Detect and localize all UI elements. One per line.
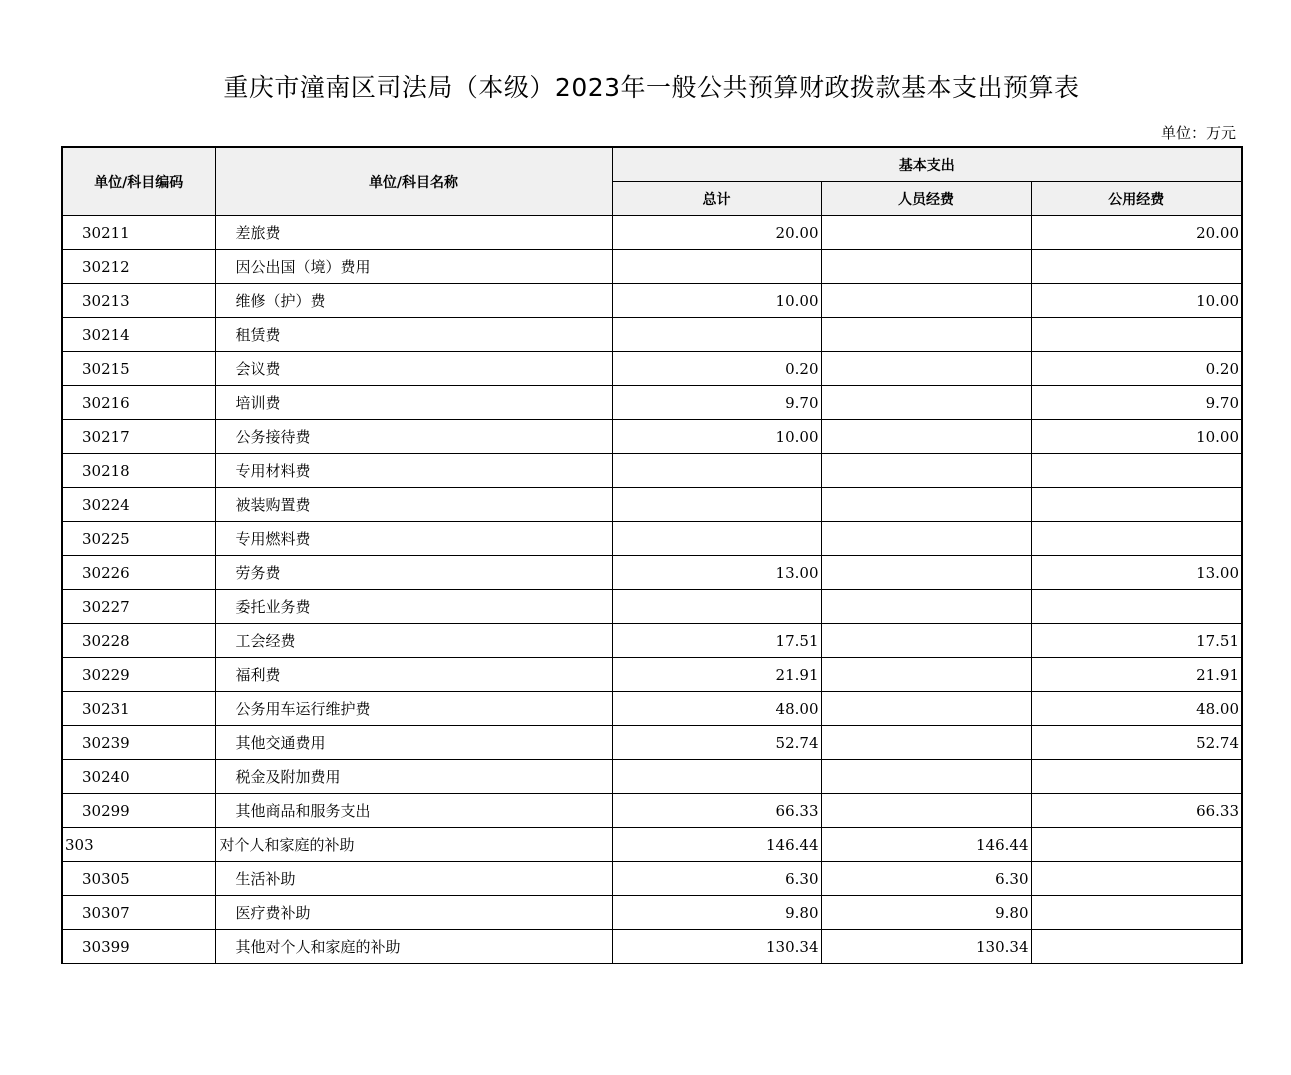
public-cell: 48.00: [1031, 692, 1242, 726]
total-cell: 10.00: [612, 284, 821, 318]
table-row: [62, 624, 1242, 658]
code-cell: 30214: [62, 318, 215, 352]
public-cell: 21.91: [1031, 658, 1242, 692]
public-cell: [1031, 930, 1242, 964]
personnel-cell: [821, 488, 1031, 522]
total-cell: 66.33: [612, 794, 821, 828]
table-row: [62, 794, 1242, 828]
total-cell: 17.51: [612, 624, 821, 658]
table-row: [62, 318, 1242, 352]
total-cell: [612, 454, 821, 488]
total-cell: 20.00: [612, 216, 821, 250]
personnel-cell: [821, 624, 1031, 658]
table-row: [62, 726, 1242, 760]
personnel-cell: 6.30: [821, 862, 1031, 896]
personnel-cell: [821, 760, 1031, 794]
public-cell: [1031, 522, 1242, 556]
code-cell: 30305: [62, 862, 215, 896]
personnel-cell: 146.44: [821, 828, 1031, 862]
total-cell: 9.80: [612, 896, 821, 930]
name-cell: 会议费: [215, 352, 612, 386]
public-cell: 10.00: [1031, 284, 1242, 318]
name-cell: 福利费: [215, 658, 612, 692]
public-cell: 20.00: [1031, 216, 1242, 250]
personnel-cell: [821, 318, 1031, 352]
name-cell: 专用材料费: [215, 454, 612, 488]
name-cell: 公务用车运行维护费: [215, 692, 612, 726]
public-cell: 0.20: [1031, 352, 1242, 386]
code-cell: 30216: [62, 386, 215, 420]
total-cell: 10.00: [612, 420, 821, 454]
header-public: 公用经费: [1031, 182, 1242, 216]
name-cell: 其他商品和服务支出: [215, 794, 612, 828]
total-cell: 130.34: [612, 930, 821, 964]
total-cell: 0.20: [612, 352, 821, 386]
code-cell: 30212: [62, 250, 215, 284]
public-cell: [1031, 488, 1242, 522]
name-cell: 维修（护）费: [215, 284, 612, 318]
public-cell: 17.51: [1031, 624, 1242, 658]
personnel-cell: [821, 284, 1031, 318]
personnel-cell: [821, 352, 1031, 386]
public-cell: [1031, 454, 1242, 488]
code-cell: 30213: [62, 284, 215, 318]
name-cell: 专用燃料费: [215, 522, 612, 556]
table-row: [62, 488, 1242, 522]
name-cell: 其他对个人和家庭的补助: [215, 930, 612, 964]
public-cell: [1031, 318, 1242, 352]
personnel-cell: [821, 386, 1031, 420]
personnel-cell: [821, 216, 1031, 250]
header-basic-expenditure: 基本支出: [612, 147, 1242, 182]
public-cell: 9.70: [1031, 386, 1242, 420]
header-code: 单位/科目编码: [62, 147, 215, 216]
name-cell: 因公出国（境）费用: [215, 250, 612, 284]
personnel-cell: [821, 590, 1031, 624]
table-row: [62, 556, 1242, 590]
header-total: 总计: [612, 182, 821, 216]
personnel-cell: 9.80: [821, 896, 1031, 930]
header-personnel: 人员经费: [821, 182, 1031, 216]
total-cell: 52.74: [612, 726, 821, 760]
total-cell: 146.44: [612, 828, 821, 862]
table-row: [62, 420, 1242, 454]
table-row: [62, 760, 1242, 794]
table-row: [62, 216, 1242, 250]
name-cell: 培训费: [215, 386, 612, 420]
code-cell: 30226: [62, 556, 215, 590]
personnel-cell: [821, 556, 1031, 590]
code-cell: 30211: [62, 216, 215, 250]
total-cell: [612, 318, 821, 352]
public-cell: 10.00: [1031, 420, 1242, 454]
code-cell: 30231: [62, 692, 215, 726]
name-cell: 其他交通费用: [215, 726, 612, 760]
public-cell: 13.00: [1031, 556, 1242, 590]
table-row: [62, 896, 1242, 930]
public-cell: [1031, 250, 1242, 284]
personnel-cell: [821, 250, 1031, 284]
name-cell: 医疗费补助: [215, 896, 612, 930]
code-cell: 30399: [62, 930, 215, 964]
total-cell: [612, 250, 821, 284]
personnel-cell: 130.34: [821, 930, 1031, 964]
table-row: [62, 250, 1242, 284]
personnel-cell: [821, 726, 1031, 760]
code-cell: 30227: [62, 590, 215, 624]
code-cell: 30299: [62, 794, 215, 828]
code-cell: 30224: [62, 488, 215, 522]
code-cell: 30239: [62, 726, 215, 760]
code-cell: 30217: [62, 420, 215, 454]
table-row: [62, 828, 1242, 862]
code-cell: 303: [62, 828, 215, 862]
total-cell: 13.00: [612, 556, 821, 590]
table-row: [62, 692, 1242, 726]
total-cell: 48.00: [612, 692, 821, 726]
personnel-cell: [821, 692, 1031, 726]
total-cell: 6.30: [612, 862, 821, 896]
public-cell: 52.74: [1031, 726, 1242, 760]
total-cell: 21.91: [612, 658, 821, 692]
name-cell: 委托业务费: [215, 590, 612, 624]
name-cell: 税金及附加费用: [215, 760, 612, 794]
public-cell: [1031, 760, 1242, 794]
table-row: [62, 386, 1242, 420]
code-cell: 30218: [62, 454, 215, 488]
public-cell: [1031, 896, 1242, 930]
code-cell: 30229: [62, 658, 215, 692]
header-name: 单位/科目名称: [215, 147, 612, 216]
code-cell: 30307: [62, 896, 215, 930]
code-cell: 30215: [62, 352, 215, 386]
table-row: [62, 658, 1242, 692]
public-cell: [1031, 828, 1242, 862]
public-cell: 66.33: [1031, 794, 1242, 828]
personnel-cell: [821, 522, 1031, 556]
personnel-cell: [821, 454, 1031, 488]
code-cell: 30228: [62, 624, 215, 658]
name-cell: 生活补助: [215, 862, 612, 896]
name-cell: 公务接待费: [215, 420, 612, 454]
total-cell: [612, 488, 821, 522]
page-title: 重庆市潼南区司法局（本级）2023年一般公共预算财政拨款基本支出预算表: [223, 73, 1080, 102]
name-cell: 租赁费: [215, 318, 612, 352]
code-cell: 30240: [62, 760, 215, 794]
name-cell: 对个人和家庭的补助: [215, 828, 612, 862]
name-cell: 被装购置费: [215, 488, 612, 522]
total-cell: 9.70: [612, 386, 821, 420]
table-row: [62, 590, 1242, 624]
personnel-cell: [821, 794, 1031, 828]
code-cell: 30225: [62, 522, 215, 556]
table-row: [62, 352, 1242, 386]
table-body: [62, 216, 1242, 964]
personnel-cell: [821, 420, 1031, 454]
budget-table: [61, 146, 1243, 964]
table-row: [62, 862, 1242, 896]
table-row: [62, 522, 1242, 556]
total-cell: [612, 590, 821, 624]
table-row: [62, 454, 1242, 488]
total-cell: [612, 760, 821, 794]
public-cell: [1031, 862, 1242, 896]
personnel-cell: [821, 658, 1031, 692]
name-cell: 差旅费: [215, 216, 612, 250]
name-cell: 工会经费: [215, 624, 612, 658]
unit-label: 单位：万元: [1160, 124, 1236, 142]
name-cell: 劳务费: [215, 556, 612, 590]
table-row: [62, 284, 1242, 318]
public-cell: [1031, 590, 1242, 624]
total-cell: [612, 522, 821, 556]
table-row: [62, 930, 1242, 964]
